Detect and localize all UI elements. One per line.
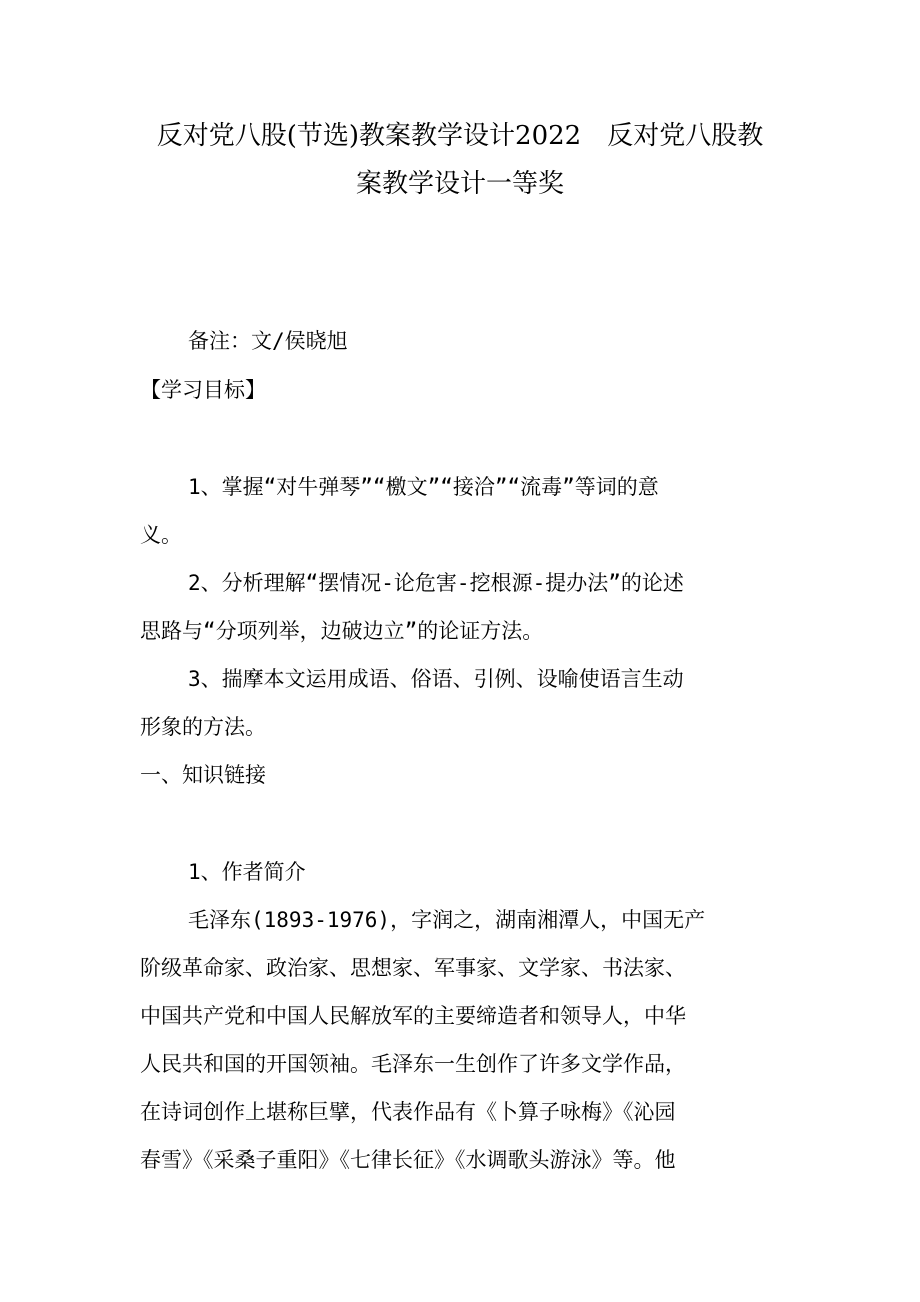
author-note: 备注：文/侯晓旭 xyxy=(188,329,348,353)
objective-2-line-1: 2、分析理解“摆情况-论危害-挖根源-提办法”的论述 xyxy=(188,571,684,595)
subheading-author-intro: 1、作者简介 xyxy=(188,860,306,884)
objective-3-line-1: 3、揣摩本文运用成语、俗语、引例、设喻使语言生动 xyxy=(188,667,684,691)
author-bio-line-5: 在诗词创作上堪称巨擘，代表作品有《卜算子咏梅》《沁园 xyxy=(140,1100,676,1124)
section-heading-knowledge: 一、知识链接 xyxy=(140,763,266,787)
objective-1-line-1: 1、掌握“对牛弹琴”“檄文”“接洽”“流毒”等词的意 xyxy=(188,475,659,499)
author-bio-line-2: 阶级革命家、政治家、思想家、军事家、文学家、书法家、 xyxy=(140,956,686,980)
objective-1-line-2: 义。 xyxy=(140,523,182,547)
document-title xyxy=(120,112,800,208)
section-heading-objectives: 【学习目标】 xyxy=(140,378,266,402)
objective-2-line-2: 思路与“分项列举，边破边立”的论证方法。 xyxy=(140,619,544,643)
objective-3-line-2: 形象的方法。 xyxy=(140,715,266,739)
author-bio-line-3: 中国共产党和中国人民解放军的主要缔造者和领导人，中华 xyxy=(140,1004,686,1028)
author-bio-line-4: 人民共和国的开国领袖。毛泽东一生创作了许多文学作品， xyxy=(140,1052,686,1076)
title-line-2: 案教学设计一等奖 xyxy=(355,169,564,199)
title-line-1: 反对党八股(节选)教案教学设计2022 反对党八股教 xyxy=(156,121,764,151)
author-bio-line-6: 春雪》《采桑子重阳》《七律长征》《水调歌头游泳》等。他 xyxy=(140,1148,676,1172)
author-bio-line-1: 毛泽东(1893-1976)，字润之，湖南湘潭人，中国无产 xyxy=(188,908,706,932)
